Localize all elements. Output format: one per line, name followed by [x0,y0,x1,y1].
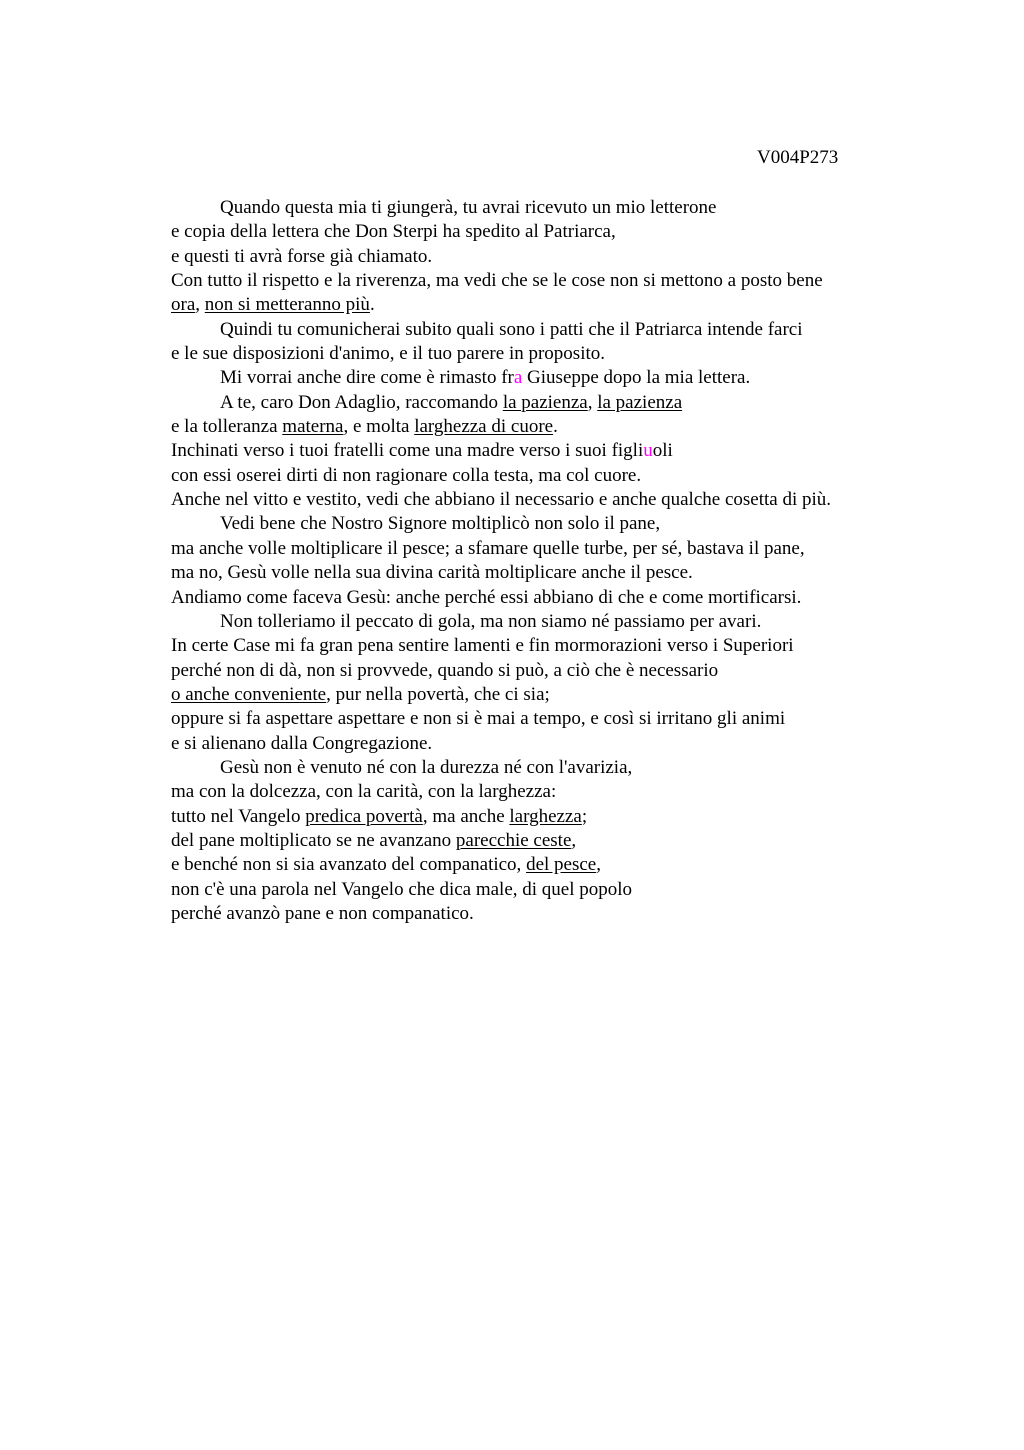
text-segment: , e molta [343,416,415,438]
underlined-text: larghezza di cuore [414,416,554,438]
text-segment: , [587,391,598,413]
text-line [171,415,931,439]
text-segment: perché avanzò pane e non companatico. [171,902,474,924]
text-segment: Quando questa mia ti giungerà, tu avrai ricevuto un mio letterone [220,197,717,218]
text-segment: . [553,416,558,438]
text-segment: Gesù non è venuto né con la durezza né con l'avarizia, [220,756,633,778]
highlighted-correction: a [513,367,523,389]
text-line [171,512,931,536]
text-line [171,196,931,220]
text-segment: e copia della lettera che Don Sterpi ha spedito al Patriarca, [171,221,616,243]
text-segment: e la tolleranza [171,416,283,438]
text-line [171,464,931,488]
text-segment: con essi oserei dirti di non ragionare colla testa, ma col cuore. [171,464,642,486]
text-segment: del pane moltiplicato se ne avanzano [171,829,456,851]
underlined-text: larghezza [509,805,582,827]
text-line [171,586,931,610]
text-line [171,318,931,342]
underlined-text: la pazienza [597,391,683,413]
text-segment: . [369,294,375,316]
text-line [171,245,931,269]
text-segment: Inchinati verso i tuoi fratelli come una madre verso i suoi figli [171,440,644,462]
letter-body [171,196,931,926]
text-line [171,561,931,585]
text-line [171,732,931,756]
text-segment: oli [652,440,673,462]
text-line [171,707,931,731]
text-line [171,220,931,244]
text-line [171,756,931,780]
text-segment: e questi ti avrà forse già chiamato. [171,245,433,267]
text-segment: tutto nel Vangelo [171,805,306,827]
text-segment: ma anche volle moltiplicare il pesce; a sfamare quelle turbe, per sé, bastava il pane, [171,537,805,559]
text-segment: , pur nella povertà, che ci sia; [326,683,550,705]
text-line [171,610,931,634]
page-identifier: V004P273 [757,147,839,168]
text-line [171,488,931,512]
text-segment: e le sue disposizioni d'animo, e il tuo parere in proposito. [171,343,606,365]
text-segment: Quindi tu comunicherai subito quali sono i patti che il Patriarca intende farci [220,318,803,340]
text-line [171,780,931,804]
underlined-text: materna [282,416,344,438]
underlined-text: parecchie ceste [455,829,572,851]
text-line [171,293,931,317]
text-line [171,439,931,463]
text-segment: ma no, Gesù volle nella sua divina carità moltiplicare anche il pesce. [171,562,693,584]
underlined-text: del pesce [526,854,597,876]
text-segment: Vedi bene che Nostro Signore moltiplicò non solo il pane, [220,513,661,535]
text-line [171,829,931,853]
text-line [171,805,931,829]
text-segment: Giuseppe dopo la mia lettera. [522,367,751,389]
text-segment: Mi vorrai anche dire come è rimasto fr [220,367,514,389]
text-segment: Con tutto il rispetto e la riverenza, ma vedi che se le cose non si mettono a posto bene [171,270,823,292]
text-segment: e benché non si sia avanzato del companatico, [171,854,527,876]
text-segment: , [195,294,205,316]
highlighted-correction: u [643,440,653,462]
text-line [171,878,931,902]
text-segment: Anche nel vitto e vestito, vedi che abbiano il necessario e anche qualche cosetta di più. [171,489,832,511]
text-line [171,683,931,707]
text-segment: Andiamo come faceva Gesù: anche perché essi abbiano di che e come mortificarsi. [171,586,802,608]
text-segment: oppure si fa aspettare aspettare e non si è mai a tempo, e così si irritano gli animi [171,708,786,730]
text-segment: , [571,829,577,851]
text-segment: e si alienano dalla Congregazione. [171,732,433,754]
text-line [171,634,931,658]
underlined-text: la pazienza [502,391,588,413]
underlined-text: o anche conveniente [171,683,327,705]
text-segment: , [596,854,601,876]
text-line [171,902,931,926]
text-line [171,342,931,366]
underlined-text: predica povertà [305,805,423,827]
underlined-text: non si metteranno più [204,294,370,316]
text-segment: perché non di dà, non si provvede, quando si può, a ciò che è necessario [171,659,719,681]
text-line [171,537,931,561]
text-segment: In certe Case mi fa gran pena sentire lamenti e fin mormorazioni verso i Superiori [171,635,794,657]
text-line [171,269,931,293]
text-segment: A te, caro Don Adaglio, raccomando [220,391,503,413]
text-segment: , ma anche [422,805,510,827]
text-line [171,853,931,877]
text-line [171,391,931,415]
text-line [171,366,931,390]
underlined-text: ora [171,294,196,316]
text-segment: non c'è una parola nel Vangelo che dica male, di quel popolo [171,878,633,900]
text-segment: ; [581,805,588,827]
text-segment: Non tolleriamo il peccato di gola, ma non siamo né passiamo per avari. [220,610,762,632]
text-segment: ma con la dolcezza, con la carità, con la larghezza: [171,781,557,803]
text-line [171,659,931,683]
